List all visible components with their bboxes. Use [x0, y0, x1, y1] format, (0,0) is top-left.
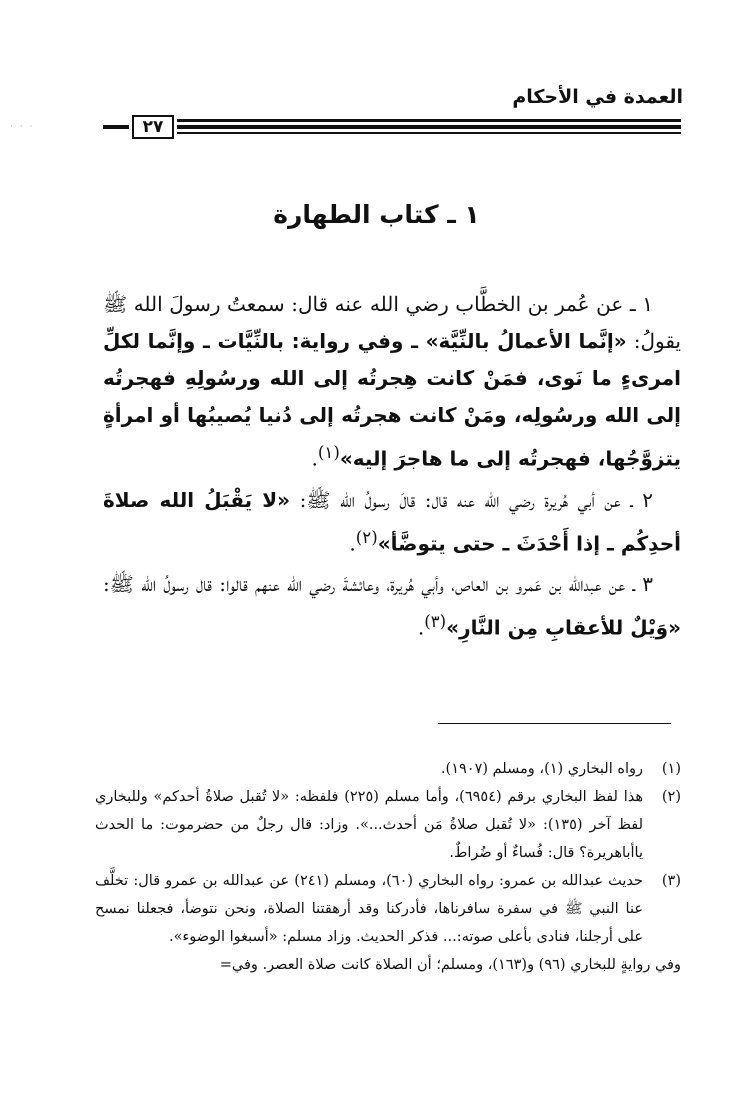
sentence-end: . — [349, 531, 356, 556]
page-number: ٢٧ — [132, 115, 174, 139]
footnote-2 — [95, 783, 681, 867]
footnote-ref[interactable]: (٢) — [355, 527, 378, 547]
running-title: العمدة في الأحكام — [512, 86, 683, 108]
footnote-text: هذا لفظ البخاري برقم (٦٩٥٤)، وأما مسلم (٢٢٥) فلفظه: «لا تُقبل صلاةُ أحدكم» وللبخاري لفظ آخر (١٣٥): «لا تُقبل صلاةُ مَن أحدث...». وزاد: قال رجلٌ من حضرموت: ما الحدث ياأباهريرة؟ قال: فُساءٌ أو ضُراطٌ. — [95, 789, 643, 861]
footnote-1 — [95, 755, 681, 783]
footnote-number: (٣) — [661, 873, 681, 889]
hadith-quote: «لا يَقْبَلُ الله صلاةَ أحدِكُم ـ إذا أَحْدَثَ ـ حتى يتوضَّأ» — [103, 487, 681, 556]
footnote-ref[interactable]: (٣) — [424, 612, 447, 632]
scan-margin-marks: · · · — [10, 122, 35, 132]
hadith-2 — [103, 482, 681, 563]
main-text — [103, 286, 681, 651]
footnote-separator — [438, 723, 671, 724]
hadith-intro: ١ ـ عن عُمر بن الخطَّاب رضي الله عنه قال: سمعتُ رسولَ الله ﷺ يقولُ: — [103, 292, 681, 353]
footnote-number: (١) — [661, 761, 681, 777]
footnote-3 — [95, 867, 681, 951]
footnote-continuation: وفي روايةٍ للبخاري (٩٦) و(١٦٣)، ومسلم؛ أن الصلاة كانت صلاة العصر. وفي= — [219, 957, 681, 973]
footnote-number: (٢) — [661, 789, 681, 805]
hadith-intro: ٣ ـ عن عبدالله بن عَمرو بن العاص، وأبي هُريرة، وعائشةَ رضي الله عنهم قالوا: قال رسولُ الله ﷺ: — [103, 572, 653, 597]
sentence-end: . — [417, 615, 425, 640]
footnote-text: حديث عبدالله بن عمرو: رواه البخاري (٦٠)، ومسلم (٢٤١) عن عبدالله بن عمرو قال: تخلَّف عنا النبي ﷺ في سفرة سافرناها، فأدركنا وقد أرهقتنا الصلاة، ونحن نتوضأ، فجعلنا نمسح على أرجلنا، فنادى بأعلى صوته:... فذكر الحديث. وزاد مسلم: «أسبغوا الوضوء». — [95, 873, 643, 945]
footnotes — [95, 755, 681, 979]
hadith-quote: «وَيْلٌ للأعقابِ مِن النَّارِ» — [446, 615, 681, 640]
header-rule — [177, 119, 681, 135]
footnote-text: رواه البخاري (١)، ومسلم (١٩٠٧). — [440, 761, 643, 777]
footnote-ref[interactable]: (١) — [317, 443, 340, 462]
hadith-quote: «إنَّما الأعمالُ بالنِّيَّة» ـ وفي رواية: بالنِّيَّات ـ وإنَّما لكلِّ امرىءٍ ما نَوى، فمَنْ كانت هِجرتُه إلى الله ورسُولِهِ فهجرتُه إلى الله ورسُولِه، ومَنْ كانت هجرتُه إلى دُنيا يُصيبُها أو امرأةٍ يتزوَّجُها، فهجرتُه إلى ما هاجرَ إليه» — [103, 329, 681, 471]
sentence-end: . — [311, 446, 318, 471]
hadith-3 — [103, 566, 681, 647]
hadith-1 — [103, 286, 681, 478]
chapter-title: ١ ـ كتاب الطهارة — [273, 200, 480, 229]
header-rule-stub — [103, 125, 129, 129]
hadith-intro: ٢ ـ عن أبي هُريرة رضي الله عنه قال: قالَ رسولُ الله ﷺ: — [290, 487, 653, 512]
